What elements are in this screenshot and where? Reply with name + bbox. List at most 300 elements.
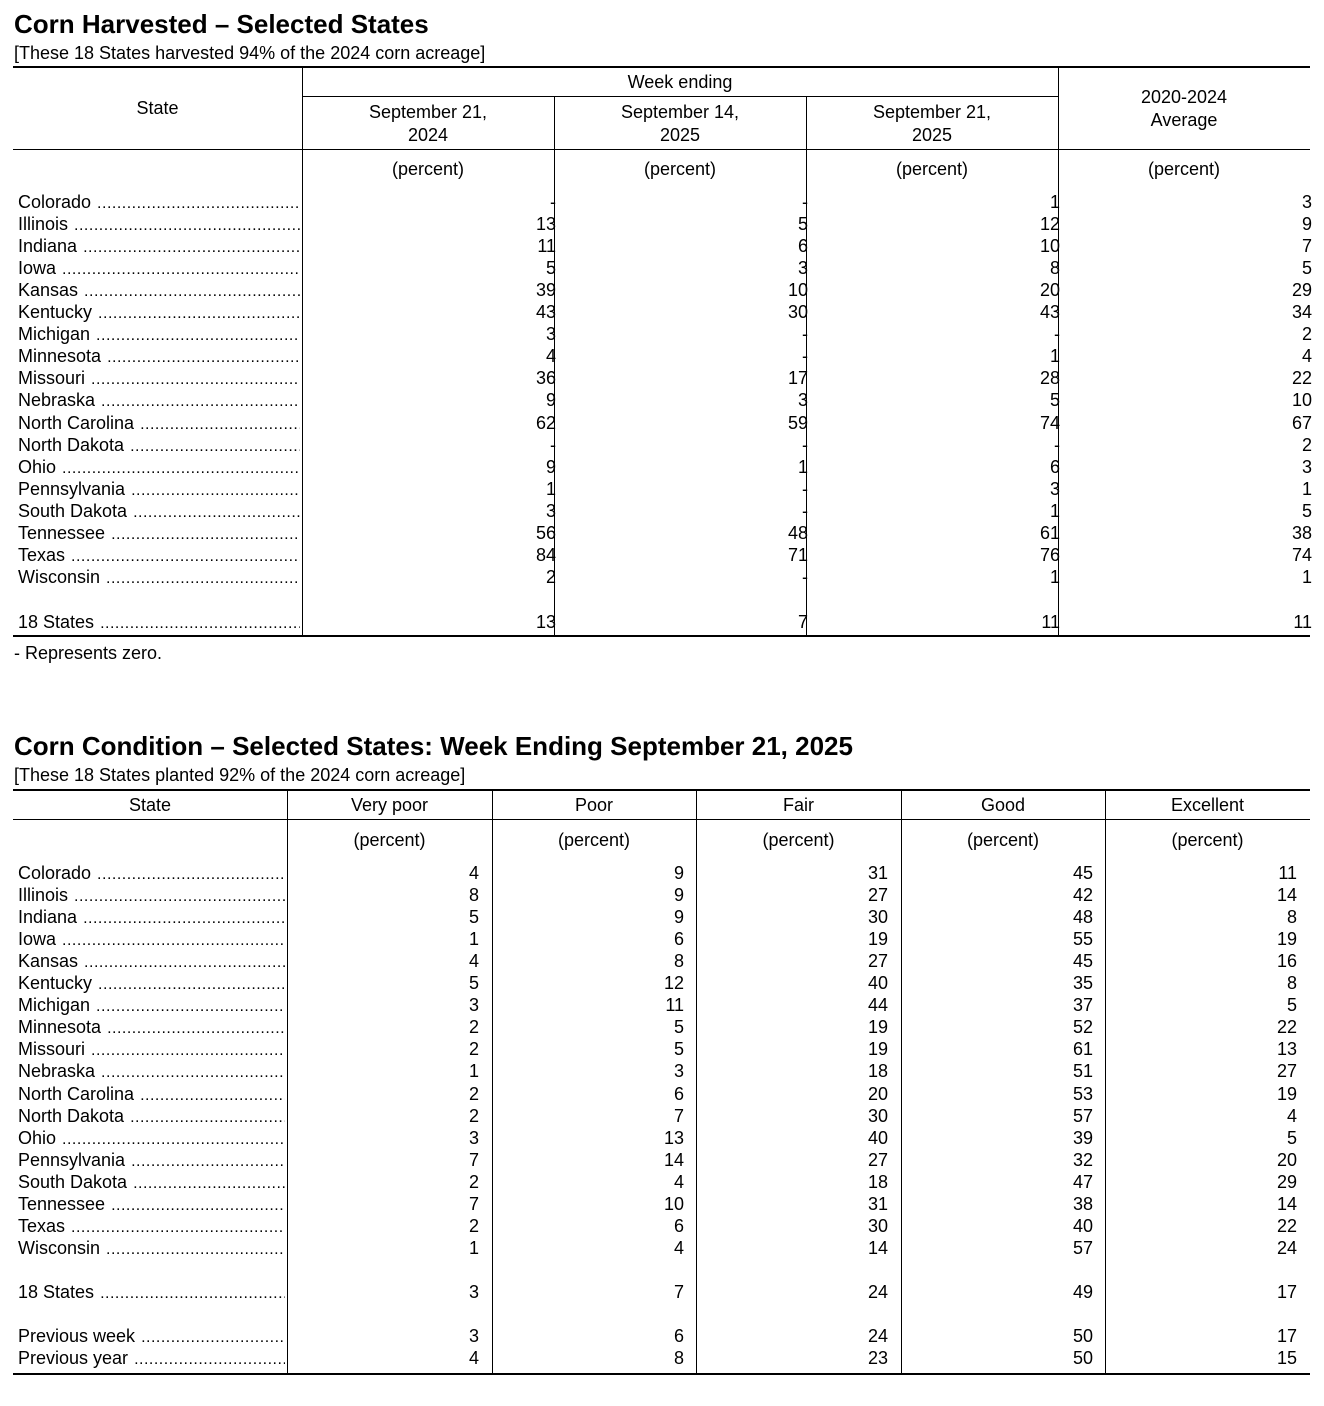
row-label [18, 478, 300, 500]
harvested-subtitle: [These 18 States harvested 94% of the 2024 corn acreage] [14, 43, 486, 63]
row-label [18, 1347, 285, 1369]
state-name: Nebraska [18, 1061, 96, 1082]
dot-leader [134, 1349, 285, 1369]
cell-value: 45 [1072, 863, 1093, 883]
cell-value: 38 [1291, 522, 1312, 543]
cell-value: 43 [1039, 302, 1060, 323]
dot-leader [133, 502, 300, 522]
cell-value: 3 [1049, 478, 1060, 499]
state-name: Iowa [18, 258, 57, 279]
cell-value: 44 [867, 995, 888, 1016]
condition-unit: (percent) [966, 830, 1040, 850]
cell-value: 3 [468, 995, 479, 1016]
cell-value: 5 [468, 973, 479, 994]
table-row [13, 1149, 1310, 1171]
cell-value: 8 [1286, 973, 1297, 994]
row-label [18, 1038, 285, 1060]
table-row [13, 235, 1310, 257]
row-label [18, 345, 300, 367]
cell-value: 34 [1291, 302, 1312, 323]
table-row [13, 1038, 1310, 1060]
cell-value: 10 [663, 1193, 684, 1214]
cell-value: 31 [867, 863, 888, 883]
table-row [13, 279, 1310, 301]
state-name: Wisconsin [18, 1237, 101, 1258]
cell-value: 1 [468, 929, 479, 950]
state-name: Previous year [18, 1348, 129, 1368]
cell-value: 5 [797, 214, 808, 235]
state-name: North Carolina [18, 412, 135, 433]
cell-value: 1 [545, 478, 556, 499]
row-label [18, 950, 285, 972]
cell-value: 49 [1072, 1282, 1093, 1302]
row-label [18, 906, 285, 928]
table-row [13, 1281, 1310, 1303]
state-name: North Dakota [18, 434, 125, 455]
cell-value: 2 [468, 1083, 479, 1104]
cell-value: 24 [867, 1326, 888, 1346]
dot-leader [140, 414, 300, 434]
state-name: Indiana [18, 907, 78, 928]
harvested-header-col1: September 21, 2024 [368, 102, 488, 145]
condition-unit: (percent) [762, 830, 835, 850]
row-label [18, 1105, 285, 1127]
state-name: Minnesota [18, 346, 102, 367]
row-label [18, 1281, 285, 1303]
dot-leader [97, 193, 300, 213]
harvested-header-state: State [136, 98, 179, 118]
state-name: Tennessee [18, 522, 106, 543]
cell-value: 2 [1301, 434, 1312, 455]
state-name: Indiana [18, 236, 78, 257]
dot-leader [91, 1040, 285, 1060]
cell-value: 48 [787, 522, 808, 543]
cell-value: 2 [468, 1215, 479, 1236]
table-row [13, 389, 1310, 411]
cell-value: 2 [468, 1171, 479, 1192]
state-name: Kansas [18, 951, 79, 972]
table-row [13, 434, 1310, 456]
cell-value: 12 [1039, 214, 1060, 235]
state-name: Ohio [18, 1127, 57, 1148]
state-name: North Carolina [18, 1083, 135, 1104]
row-label [18, 928, 285, 950]
condition-subtitle: [These 18 States planted 92% of the 2024 corn acreage] [14, 765, 466, 785]
cell-value: 3 [1301, 192, 1312, 212]
table-row [13, 1127, 1310, 1149]
cell-value: 53 [1072, 1083, 1093, 1104]
table-row [13, 456, 1310, 478]
cell-value: 14 [1276, 1193, 1297, 1214]
dot-leader [101, 1062, 285, 1082]
week-ending-rule [302, 96, 1058, 97]
cell-value: 11 [665, 995, 684, 1016]
state-name: South Dakota [18, 500, 128, 521]
state-name: Previous week [18, 1326, 136, 1346]
dot-leader [74, 215, 300, 235]
cell-value: 51 [1072, 1061, 1093, 1082]
cell-value: 27 [1276, 1061, 1297, 1082]
condition-header-rule [13, 819, 1310, 820]
cell-value: 12 [663, 973, 684, 994]
dot-leader [62, 259, 300, 279]
state-name: Missouri [18, 368, 86, 389]
cell-value: 3 [797, 258, 808, 279]
cell-value: - [802, 478, 808, 499]
row-label [18, 257, 300, 279]
cell-value: - [550, 192, 556, 212]
cell-value: 5 [1286, 1127, 1297, 1148]
state-name: Wisconsin [18, 566, 101, 587]
dot-leader [96, 996, 285, 1016]
row-label [18, 1193, 285, 1215]
cell-value: 19 [867, 1017, 888, 1038]
table-row [13, 1193, 1310, 1215]
condition-header-very-poor: Very poor [350, 795, 429, 815]
cell-value: 5 [468, 907, 479, 928]
table-row [13, 1215, 1310, 1237]
cell-value: 11 [537, 236, 556, 257]
dot-leader [98, 974, 285, 994]
dot-leader [83, 237, 300, 257]
condition-unit: (percent) [557, 830, 631, 850]
dot-leader [83, 908, 285, 928]
cell-value: 39 [535, 280, 556, 301]
cell-value: 35 [1072, 973, 1093, 994]
cell-value: 29 [1276, 1171, 1297, 1192]
cell-value: 4 [468, 863, 479, 883]
cell-value: 3 [545, 324, 556, 345]
cell-value: 3 [468, 1326, 479, 1346]
state-name: Kansas [18, 280, 79, 301]
row-label [18, 1127, 285, 1149]
cell-value: 3 [797, 390, 808, 411]
cell-value: 13 [663, 1127, 684, 1148]
table-row [13, 906, 1310, 928]
condition-top-rule [13, 789, 1310, 791]
harvested-header-week-ending: Week ending [627, 72, 733, 92]
cell-value: 16 [1276, 951, 1297, 972]
cell-value: 42 [1072, 885, 1093, 906]
cell-value: - [802, 434, 808, 455]
dot-leader [107, 347, 300, 367]
dot-leader [71, 1217, 285, 1237]
cell-value: 2 [468, 1105, 479, 1126]
harvested-header-rule [13, 149, 1310, 150]
cell-value: 1 [1049, 566, 1060, 587]
cell-value: 1 [1049, 346, 1060, 367]
cell-value: 2 [468, 1017, 479, 1038]
state-name: Iowa [18, 929, 57, 950]
cell-value: 4 [673, 1171, 684, 1192]
cell-value: 71 [787, 544, 808, 565]
dot-leader [96, 325, 300, 345]
dot-leader [106, 1239, 285, 1259]
cell-value: 27 [867, 885, 888, 906]
table-row [13, 213, 1310, 235]
cell-value: 38 [1072, 1193, 1093, 1214]
cell-value: 13 [535, 612, 556, 632]
cell-value: 9 [673, 863, 684, 883]
cell-value: 47 [1072, 1171, 1093, 1192]
row-label [18, 1060, 285, 1082]
row-label [18, 1149, 285, 1171]
table-row [13, 1105, 1310, 1127]
state-name: South Dakota [18, 1171, 128, 1192]
cell-value: 74 [1291, 544, 1312, 565]
state-name: Kentucky [18, 302, 93, 323]
cell-value: 22 [1276, 1017, 1297, 1038]
harvested-bottom-rule [13, 635, 1310, 637]
cell-value: 1 [1049, 500, 1060, 521]
cell-value: 10 [1039, 236, 1060, 257]
cell-value: 7 [797, 612, 808, 632]
cell-value: 9 [545, 390, 556, 411]
cell-value: 9 [673, 885, 684, 906]
dot-leader [131, 480, 300, 500]
harvested-unit: (percent) [643, 159, 717, 179]
cell-value: 11 [1278, 863, 1297, 883]
dot-leader [130, 436, 300, 456]
row-label [18, 389, 300, 411]
cell-value: 14 [663, 1149, 684, 1170]
cell-value: 7 [673, 1105, 684, 1126]
dot-leader [100, 1283, 285, 1303]
cell-value: 8 [468, 885, 479, 906]
table-row [13, 862, 1310, 884]
dot-leader [62, 458, 300, 478]
cell-value: 5 [1049, 390, 1060, 411]
cell-value: 22 [1291, 368, 1312, 389]
condition-bottom-rule [13, 1373, 1310, 1375]
cell-value: 13 [1276, 1039, 1297, 1060]
cell-value: 6 [673, 929, 684, 950]
cell-value: 74 [1039, 412, 1060, 433]
cell-value: 61 [1072, 1039, 1093, 1060]
dot-leader [91, 369, 300, 389]
cell-value: 57 [1072, 1105, 1093, 1126]
cell-value: 1 [1301, 566, 1312, 587]
harvested-header-col2: September 14, 2025 [620, 102, 740, 145]
state-name: Kentucky [18, 973, 93, 994]
cell-value: 2 [1301, 324, 1312, 345]
cell-value: 50 [1072, 1326, 1093, 1346]
table-row [13, 301, 1310, 323]
harvested-title: Corn Harvested – Selected States [14, 9, 429, 39]
row-label [18, 367, 300, 389]
state-name: Minnesota [18, 1017, 102, 1038]
cell-value: 14 [867, 1237, 888, 1258]
cell-value: 62 [535, 412, 556, 433]
dot-leader [101, 391, 300, 411]
cell-value: 4 [673, 1237, 684, 1258]
cell-value: 8 [1049, 258, 1060, 279]
cell-value: 5 [1286, 995, 1297, 1016]
cell-value: - [802, 500, 808, 521]
condition-header-state: State [128, 795, 172, 815]
cell-value: 24 [867, 1282, 888, 1302]
cell-value: 5 [545, 258, 556, 279]
state-name: Michigan [18, 995, 91, 1016]
row-label [18, 301, 300, 323]
row-label [18, 235, 300, 257]
cell-value: 3 [545, 500, 556, 521]
table-row [13, 367, 1310, 389]
state-name: Pennsylvania [18, 1149, 126, 1170]
cell-value: 7 [1301, 236, 1312, 257]
cell-value: 22 [1276, 1215, 1297, 1236]
cell-value: 6 [673, 1326, 684, 1346]
table-row [13, 544, 1310, 566]
row-label [18, 213, 300, 235]
state-name: Illinois [18, 214, 69, 235]
table-row [13, 500, 1310, 522]
cell-value: 27 [867, 1149, 888, 1170]
row-label [18, 1237, 285, 1259]
table-row [13, 1016, 1310, 1038]
table-row [13, 191, 1310, 213]
state-name: Michigan [18, 324, 91, 345]
table-row [13, 1325, 1310, 1347]
cell-value: 1 [1049, 192, 1060, 212]
dot-leader [133, 1173, 285, 1193]
dot-leader [140, 1085, 285, 1105]
dot-leader [71, 546, 300, 566]
harvested-top-rule [13, 66, 1310, 68]
cell-value: 15 [1276, 1348, 1297, 1368]
state-name: Pennsylvania [18, 478, 126, 499]
cell-value: 4 [1301, 346, 1312, 367]
cell-value: 18 [867, 1171, 888, 1192]
harvested-header-col4: 2020-2024 Average [1140, 87, 1228, 130]
cell-value: 14 [1276, 885, 1297, 906]
cell-value: 18 [867, 1061, 888, 1082]
harvested-unit: (percent) [895, 159, 969, 179]
table-row [13, 1237, 1310, 1259]
cell-value: 3 [468, 1127, 479, 1148]
dot-leader [130, 1107, 285, 1127]
cell-value: 1 [797, 456, 808, 477]
condition-header-fair: Fair [783, 795, 814, 815]
cell-value: 28 [1039, 368, 1060, 389]
row-label [18, 456, 300, 478]
table-row [13, 1171, 1310, 1193]
cell-value: 8 [673, 1348, 684, 1368]
cell-value: 11 [1293, 612, 1312, 632]
row-label [18, 1171, 285, 1193]
cell-value: 19 [867, 929, 888, 950]
row-label [18, 279, 300, 301]
cell-value: 56 [535, 522, 556, 543]
cell-value: 40 [867, 973, 888, 994]
row-label [18, 500, 300, 522]
cell-value: 6 [797, 236, 808, 257]
row-label [18, 972, 285, 994]
cell-value: 57 [1072, 1237, 1093, 1258]
condition-unit: (percent) [1171, 830, 1244, 850]
cell-value: 5 [673, 1039, 684, 1060]
condition-unit: (percent) [353, 830, 426, 850]
state-name: 18 States [18, 1282, 95, 1302]
dot-leader [62, 930, 285, 950]
cell-value: 1 [468, 1237, 479, 1258]
cell-value: 40 [867, 1127, 888, 1148]
dot-leader [84, 952, 285, 972]
table-row [13, 928, 1310, 950]
dot-leader [74, 886, 285, 906]
cell-value: 7 [673, 1282, 684, 1302]
row-label [18, 1215, 285, 1237]
table-row [13, 1060, 1310, 1082]
state-name: Tennessee [18, 1193, 106, 1214]
cell-value: 10 [1291, 390, 1312, 411]
cell-value: 7 [468, 1149, 479, 1170]
row-label [18, 434, 300, 456]
cell-value: 4 [1286, 1105, 1297, 1126]
dot-leader [141, 1327, 285, 1347]
cell-value: 84 [535, 544, 556, 565]
state-name: North Dakota [18, 1105, 125, 1126]
row-label [18, 862, 285, 884]
cell-value: 8 [673, 951, 684, 972]
row-label [18, 884, 285, 906]
row-label [18, 191, 300, 213]
cell-value: 9 [673, 907, 684, 928]
cell-value: 61 [1039, 522, 1060, 543]
dot-leader [62, 1129, 285, 1149]
table-row [13, 972, 1310, 994]
cell-value: 6 [673, 1083, 684, 1104]
cell-value: 30 [867, 907, 888, 928]
cell-value: 3 [673, 1061, 684, 1082]
cell-value: 5 [1301, 500, 1312, 521]
table-row [13, 323, 1310, 345]
state-name: Texas [18, 1215, 66, 1236]
condition-title: Corn Condition – Selected States: Week Ending September 21, 2025 [14, 731, 853, 761]
row-label [18, 544, 300, 566]
cell-value: - [550, 434, 556, 455]
cell-value: 39 [1072, 1127, 1093, 1148]
row-label [18, 323, 300, 345]
dot-leader [97, 864, 285, 884]
harvested-unit: (percent) [391, 159, 465, 179]
cell-value: 30 [867, 1215, 888, 1236]
cell-value: 19 [867, 1039, 888, 1060]
cell-value: 20 [1039, 280, 1060, 301]
cell-value: - [802, 566, 808, 587]
condition-header-excellent: Excellent [1170, 795, 1245, 815]
state-name: 18 States [18, 612, 95, 632]
table-row [13, 522, 1310, 544]
cell-value: 19 [1276, 929, 1297, 950]
state-name: Illinois [18, 885, 69, 906]
cell-value: 3 [1301, 456, 1312, 477]
table-row [13, 884, 1310, 906]
cell-value: 4 [545, 346, 556, 367]
cell-value: 31 [867, 1193, 888, 1214]
cell-value: 8 [1286, 907, 1297, 928]
dot-leader [111, 1195, 285, 1215]
row-label [18, 522, 300, 544]
cell-value: 17 [1276, 1282, 1297, 1302]
cell-value: 30 [787, 302, 808, 323]
table-row [13, 950, 1310, 972]
cell-value: 2 [545, 566, 556, 587]
state-name: Colorado [18, 863, 92, 883]
table-row [13, 412, 1310, 434]
cell-value: 6 [673, 1215, 684, 1236]
cell-value: 37 [1072, 995, 1093, 1016]
